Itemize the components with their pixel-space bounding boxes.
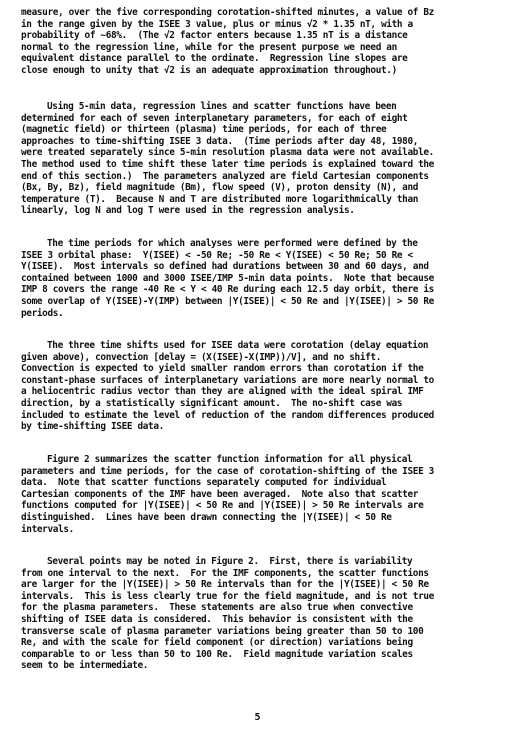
text-line: functions computed for |Y(ISEE)| < 50 Re and |Y(ISEE)| > 50 Re intervals are [21,500,424,512]
text-line: included to estimate the level of reduction of the random differences produced [21,409,434,421]
text-line: The time periods for which analyses were performed were defined by the [47,238,418,249]
text-line: determined for each of seven interplanetary parameters, for each of eight [21,112,408,124]
text-line: normal to the regression line, while for the present purpose we need an [21,41,397,53]
text-line: probability of ~68%. (The √2 factor enters because 1.35 nT is a distance [21,30,408,42]
text-line: Convection is expected to yield smaller random errors than corotation if the [21,363,424,375]
text-line: transverse scale of plasma parameter variations being greater than 50 to 100 [21,625,424,637]
text-line: contained between 1000 and 3000 ISEE/IMP 5-min data points. Note that because [21,272,434,284]
text-line: The method used to time shift these later time periods is explained toward the [21,158,434,170]
text-line: for the plasma parameters. These statements are also true when convective [21,602,413,614]
text-line: equivalent distance parallel to the ordinate. Regression line slopes are [21,53,408,65]
text-line: intervals. This is less clearly true for the field magnitude, and is not true [21,590,434,602]
text-line: given above), convection [delay = (X(ISEE)-X(IMP))/V], and no shift. [21,351,382,363]
paragraph-3 [21,238,501,319]
text-line: IMP 8 covers the range -40 Re < Y < 40 Re during each 12.5 day orbit, there is [21,284,434,296]
text-line: from one interval to the next. For the IMF components, the scatter functions [21,567,429,579]
text-line: parameters and time periods, for the case of corotation-shifting of the ISEE 3 [21,465,434,477]
paragraph-5 [21,454,501,535]
text-line: in the range given by the ISEE 3 value, plus or minus √2 * 1.35 nT, with a [21,18,413,30]
text-line: (Bx, By, Bz), field magnitude (Bm), flow speed (V), proton density (N), and [21,182,419,194]
text-line: Several points may be noted in Figure 2. First, there is variability [47,556,413,567]
text-line: close enough to unity that √2 is an adequate approximation throughout.) [21,64,397,76]
text-line: end of this section.) The parameters analyzed are field Cartesian components [21,170,429,182]
text-line: approaches to time-shifting ISEE 3 data. (Time periods after day 48, 1980, [21,135,419,147]
text-line: linearly, log N and log T were used in the regression analysis. [21,205,355,217]
text-line: seem to be intermediate. [21,660,149,672]
text-line: intervals. [21,523,74,535]
text-line: Using 5-min data, regression lines and scatter functions have been [47,101,397,112]
text-line: Y(ISEE). Most intervals so defined had durations between 30 and 60 days, and [21,261,429,273]
text-line: The three time shifts used for ISEE data were corotation (delay equation [47,340,429,351]
text-line: Re, and with the scale for field component (or direction) variations being [21,637,413,649]
text-line: by time-shifting ISEE data. [21,421,164,433]
paragraph-4 [21,340,501,433]
page-number: 5 [254,712,261,723]
text-line: were treated separately since 5-min resolution plasma data were not available. [21,147,434,159]
paragraph-1 [21,7,501,77]
text-line: Cartesian components of the IMF have been averaged. Note also that scatter [21,488,419,500]
text-line: a heliocentric radius vector than they are aligned with the ideal spiral IMF [21,386,424,398]
text-line: Figure 2 summarizes the scatter function information for all physical [47,454,413,465]
text-line: (magnetic field) or thirteen (plasma) time periods, for each of three [21,124,387,136]
paragraph-2 [21,101,501,217]
text-line: direction, by a statistically significant amount. The no-shift case was [21,397,403,409]
paragraph-6 [21,556,501,672]
text-line: distinguished. Lines have been drawn connecting the |Y(ISEE)| < 50 Re [21,511,392,523]
text-line: temperature (T). Because N and T are distributed more logarithmically than [21,193,419,205]
text-line: shifting of ISEE data is considered. This behavior is consistent with the [21,613,413,625]
text-line: periods. [21,307,64,319]
text-line: constant-phase surfaces of interplanetary variations are more nearly normal to [21,374,434,386]
text-line: ISEE 3 orbital phase: Y(ISEE) < -50 Re; -50 Re < Y(ISEE) < 50 Re; 50 Re < [21,249,413,261]
text-line: measure, over the five corresponding corotation-shifted minutes, a value of Bz [21,7,434,18]
text-line: are larger for the |Y(ISEE)| > 50 Re intervals than for the |Y(ISEE)| < 50 Re [21,579,429,591]
text-line: data. Note that scatter functions separately computed for individual [21,477,387,489]
text-line: comparable to or less than 50 to 100 Re. Field magnitude variation scales [21,648,413,660]
text-line: some overlap of Y(ISEE)-Y(IMP) between |Y(ISEE)| < 50 Re and |Y(ISEE)| > 50 Re [21,295,434,307]
